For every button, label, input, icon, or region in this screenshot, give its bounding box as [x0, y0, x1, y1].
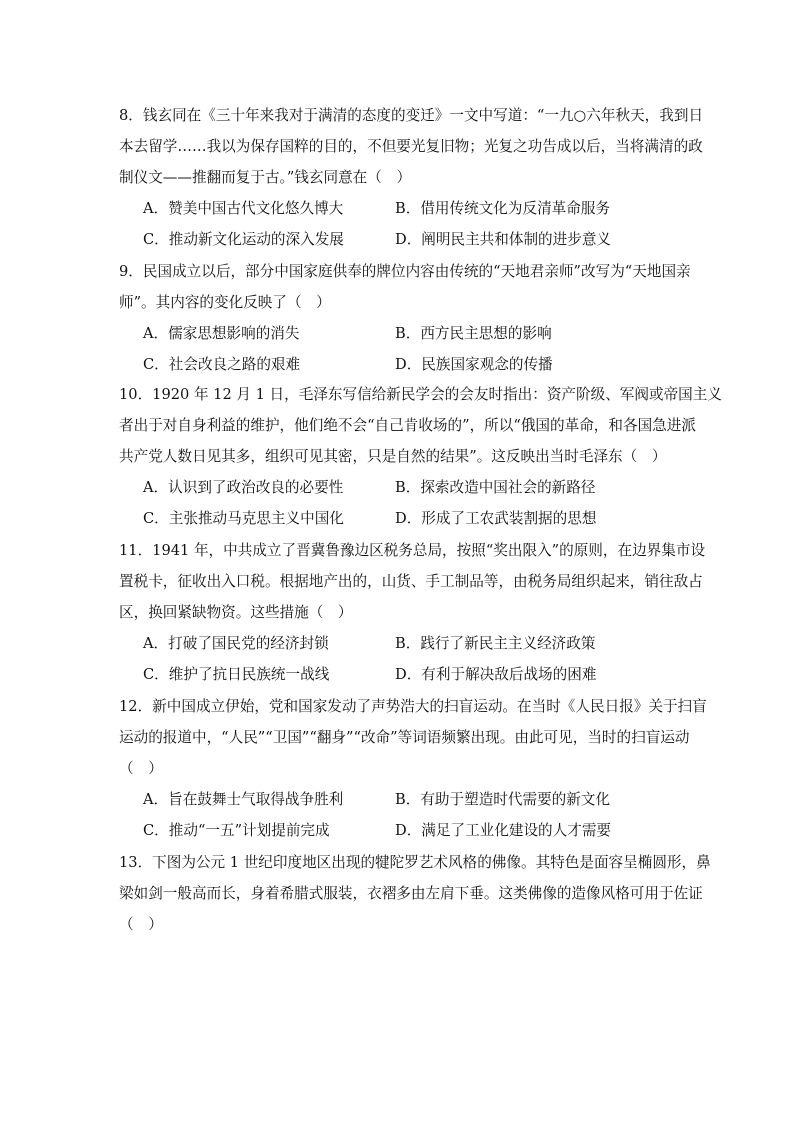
question-13 — [119, 847, 711, 940]
question-11 — [119, 535, 706, 690]
option-a: A．赞美中国古代文化悠久博大 — [143, 200, 344, 217]
option-c: C．推动新文化运动的深入发展 — [143, 231, 344, 248]
question-stem — [119, 379, 722, 472]
question-8 — [119, 100, 704, 255]
option-a: A．儒家思想影响的消失 — [143, 325, 300, 342]
stem-line: 梁如剑一般高而长，身着希腊式服装，衣褶多由左肩下垂。这类佛像的造像风格可用于佐证 — [119, 885, 703, 902]
option-d: D．有利于解决敌后战场的困难 — [395, 666, 597, 683]
option-a: A．认识到了政治改良的必要性 — [143, 479, 344, 496]
option-c: C．推动“一五”计划提前完成 — [143, 822, 330, 839]
stem-line: 10．1920 年 12 月 1 日，毛泽东写信给新民学会的会友时指出：资产阶级、军阀或帝国主义 — [119, 386, 722, 403]
stem-line: 运动的报道中，“人民”“卫国”“翻身”“改命”等词语频繁出现。由此可见，当时的扫盲运动 — [119, 729, 690, 746]
stem-line: 8．钱玄同在《三十年来我对于满清的态度的变迁》一文中写道：“一九○六年秋天，我到日 — [119, 107, 704, 124]
stem-line: 11．1941 年，中共成立了晋冀鲁豫边区税务总局，按照“奖出限入”的原则，在边界集市设 — [119, 542, 706, 559]
stem-line: 9．民国成立以后，部分中国家庭供奉的牌位内容由传统的“天地君亲师”改写为“天地国亲 — [119, 263, 691, 280]
option-b: B．有助于塑造时代需要的新文化 — [395, 791, 611, 808]
option-c: C．主张推动马克思主义中国化 — [143, 510, 344, 527]
stem-line: 者出于对自身利益的维护，他们绝不会“自己肯收场的”，所以“俄国的革命，和各国急进派 — [119, 417, 696, 434]
options — [119, 193, 679, 255]
question-stem — [119, 691, 707, 784]
options — [119, 318, 679, 380]
stem-line: 13．下图为公元 1 世纪印度地区出现的犍陀罗艺术风格的佛像。其特色是面容呈椭圆形，鼻 — [119, 854, 711, 871]
option-d: D．形成了工农武装割据的思想 — [395, 510, 597, 527]
stem-line: 区，换回紧缺物资。这些措施（ ） — [119, 604, 353, 621]
option-d: D．民族国家观念的传播 — [395, 356, 553, 373]
question-10 — [119, 379, 722, 534]
stem-line: 制仪文——推翻而复于古。”钱玄同意在（ ） — [119, 169, 412, 186]
stem-line: 置税卡，征收出入口税。根据地产出的，山货、手工制品等，由税务局组织起来，销往敌占 — [119, 573, 703, 590]
stem-line: （ ） — [119, 760, 163, 777]
option-d: D．阐明民主共和体制的进步意义 — [395, 231, 612, 248]
question-9 — [119, 256, 691, 380]
option-b: B．借用传统文化为反清革命服务 — [395, 200, 611, 217]
options — [119, 628, 679, 690]
stem-line: 师”。其内容的变化反映了（ ） — [119, 294, 331, 311]
option-a: A．旨在鼓舞士气取得战争胜利 — [143, 791, 344, 808]
stem-line: 共产党人数日见其多，组织可见其密，只是自然的结果”。这反映出当时毛泽东（ ） — [119, 448, 667, 465]
option-c: C．维护了抗日民族统一战线 — [143, 666, 330, 683]
question-stem — [119, 256, 691, 318]
option-b: B．探索改造中国社会的新路径 — [395, 479, 596, 496]
stem-line: （ ） — [119, 916, 163, 933]
option-b: B．践行了新民主主义经济政策 — [395, 635, 596, 652]
question-stem — [119, 100, 704, 193]
question-stem — [119, 847, 711, 940]
options — [119, 784, 679, 846]
option-a: A．打破了国民党的经济封锁 — [143, 635, 329, 652]
option-c: C．社会改良之路的艰难 — [143, 356, 301, 373]
option-d: D．满足了工业化建设的人才需要 — [395, 822, 612, 839]
question-12 — [119, 691, 707, 846]
stem-line: 本去留学……我以为保存国粹的目的，不但要光复旧物；光复之功告成以后，当将满清的政 — [119, 138, 703, 155]
option-b: B．西方民主思想的影响 — [395, 325, 552, 342]
question-stem — [119, 535, 706, 628]
stem-line: 12．新中国成立伊始，党和国家发动了声势浩大的扫盲运动。在当时《人民日报》关于扫盲 — [119, 698, 707, 715]
options — [119, 472, 679, 534]
